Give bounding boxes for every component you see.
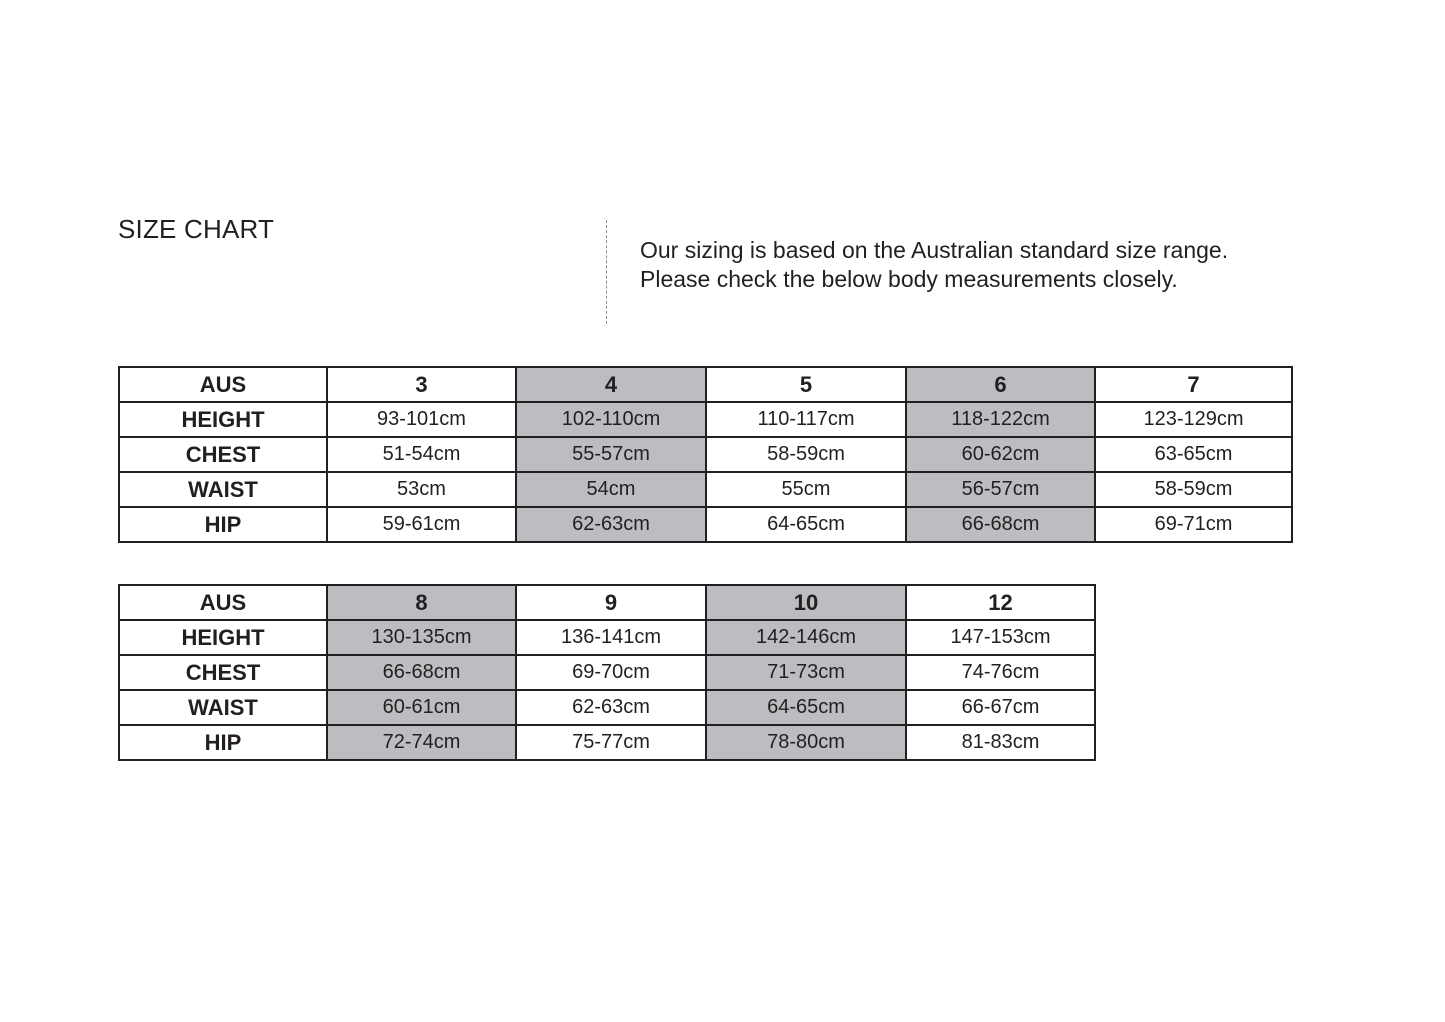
table-cell: 62-63cm — [516, 690, 706, 725]
size-header-6: 6 — [906, 367, 1095, 402]
table-row-aus — [119, 585, 1095, 620]
row-label-chest: CHEST — [119, 655, 327, 690]
row-label-aus: AUS — [119, 367, 327, 402]
dashed-divider — [606, 220, 607, 324]
table-cell: 54cm — [516, 472, 706, 507]
table-cell: 64-65cm — [706, 507, 906, 542]
table-cell: 75-77cm — [516, 725, 706, 760]
table-cell: 62-63cm — [516, 507, 706, 542]
table-cell: 69-71cm — [1095, 507, 1292, 542]
size-header-4: 4 — [516, 367, 706, 402]
table-cell: 64-65cm — [706, 690, 906, 725]
table-row-height — [119, 402, 1292, 437]
table-cell: 118-122cm — [906, 402, 1095, 437]
intro-text — [640, 236, 1228, 294]
table-cell: 123-129cm — [1095, 402, 1292, 437]
table-cell: 58-59cm — [1095, 472, 1292, 507]
table-cell: 72-74cm — [327, 725, 516, 760]
size-header-7: 7 — [1095, 367, 1292, 402]
table-row-hip — [119, 507, 1292, 542]
row-label-height: HEIGHT — [119, 402, 327, 437]
table-cell: 66-67cm — [906, 690, 1095, 725]
table-cell: 81-83cm — [906, 725, 1095, 760]
table-cell: 110-117cm — [706, 402, 906, 437]
table-cell: 51-54cm — [327, 437, 516, 472]
table-cell: 56-57cm — [906, 472, 1095, 507]
table-row-chest — [119, 437, 1292, 472]
table-cell: 74-76cm — [906, 655, 1095, 690]
table-row-height — [119, 620, 1095, 655]
row-label-hip: HIP — [119, 725, 327, 760]
row-label-waist: WAIST — [119, 690, 327, 725]
table-row-chest — [119, 655, 1095, 690]
row-label-aus: AUS — [119, 585, 327, 620]
table-cell: 55-57cm — [516, 437, 706, 472]
table-cell: 102-110cm — [516, 402, 706, 437]
table-cell: 66-68cm — [906, 507, 1095, 542]
table-row-hip — [119, 725, 1095, 760]
size-header-12: 12 — [906, 585, 1095, 620]
table-row-waist — [119, 690, 1095, 725]
table-cell: 58-59cm — [706, 437, 906, 472]
row-label-waist: WAIST — [119, 472, 327, 507]
size-table-1 — [118, 366, 1293, 543]
table-cell: 71-73cm — [706, 655, 906, 690]
page-title: SIZE CHART — [118, 214, 275, 244]
size-header-3: 3 — [327, 367, 516, 402]
row-label-hip: HIP — [119, 507, 327, 542]
row-label-height: HEIGHT — [119, 620, 327, 655]
row-label-chest: CHEST — [119, 437, 327, 472]
table-cell: 69-70cm — [516, 655, 706, 690]
table-cell: 63-65cm — [1095, 437, 1292, 472]
table-cell: 59-61cm — [327, 507, 516, 542]
table-row-aus — [119, 367, 1292, 402]
table-cell: 60-61cm — [327, 690, 516, 725]
table-cell: 93-101cm — [327, 402, 516, 437]
table-cell: 136-141cm — [516, 620, 706, 655]
table-cell: 55cm — [706, 472, 906, 507]
table-cell: 142-146cm — [706, 620, 906, 655]
table-cell: 66-68cm — [327, 655, 516, 690]
size-header-8: 8 — [327, 585, 516, 620]
table-cell: 78-80cm — [706, 725, 906, 760]
intro-line-1: Our sizing is based on the Australian standard size range. — [640, 237, 1229, 263]
table-cell: 147-153cm — [906, 620, 1095, 655]
size-header-9: 9 — [516, 585, 706, 620]
table-row-waist — [119, 472, 1292, 507]
size-header-10: 10 — [706, 585, 906, 620]
size-header-5: 5 — [706, 367, 906, 402]
table-cell: 60-62cm — [906, 437, 1095, 472]
table-cell: 53cm — [327, 472, 516, 507]
size-table-2 — [118, 584, 1096, 761]
intro-line-2: Please check the below body measurements closely. — [640, 266, 1178, 292]
table-cell: 130-135cm — [327, 620, 516, 655]
